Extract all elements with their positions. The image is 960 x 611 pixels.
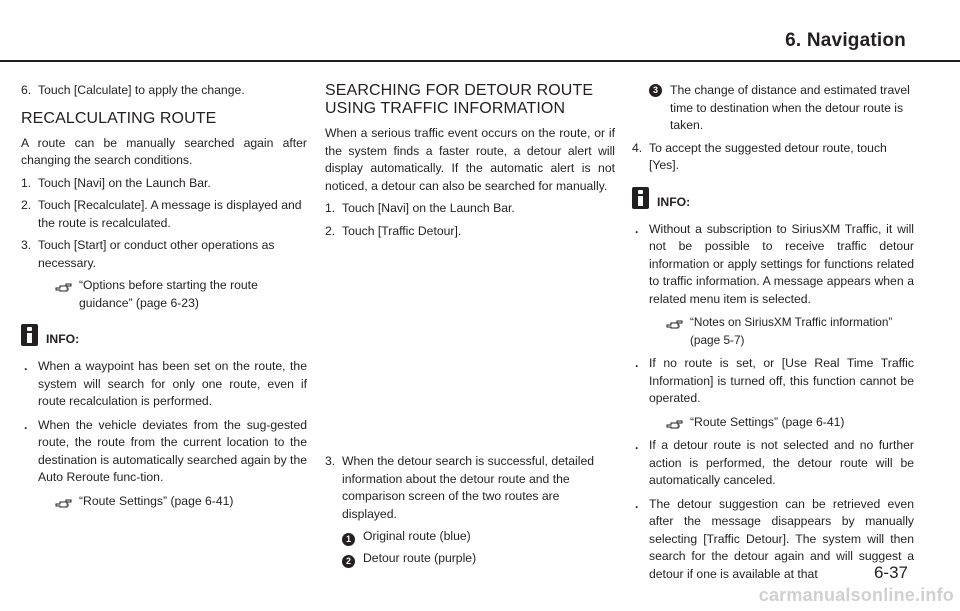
section-heading-recalculating: RECALCULATING ROUTE — [21, 109, 217, 127]
bullet-item: . If no route is set, or [Use Real Time Traffic Information] is turned off, this function cannot be operated. — [635, 356, 914, 405]
bullet-item: . If a detour route is not selected and no further action is performed, the detour route will be automatically canceled. — [635, 438, 914, 487]
bullet-item: . When a waypoint has been set on the route, the system will search for only one route, even if route recalculation is performed. — [24, 359, 307, 408]
page-reference: “Options before starting the route guidance” (page 6-23) — [55, 277, 307, 312]
page-reference: “Route Settings” (page 6-41) — [55, 493, 307, 511]
legend-item-3: 3 The change of distance and estimated travel time to destination when the detour route is taken. — [649, 82, 914, 135]
page-reference: “Notes on SiriusXM Traffic information” (page 5-7) — [666, 314, 914, 349]
screen-image-area — [325, 245, 615, 453]
paragraph-intro: A route can be manually searched again after changing the search conditions. — [21, 135, 307, 167]
header-rule — [0, 60, 960, 62]
pointing-hand-icon — [666, 416, 684, 430]
step-4: 4. To accept the suggested detour route, touch [Yes]. — [632, 140, 887, 172]
page-number: 6-37 — [873, 563, 908, 582]
legend-item: 2 Detour route (purple) — [342, 550, 615, 568]
bullet-item: . When the vehicle deviates from the sug-gested route, the route from the current location to the destination is automatically searched again by the Auto Reroute func-tion. — [24, 417, 307, 484]
pointing-hand-icon — [55, 279, 73, 293]
info-icon — [21, 324, 38, 346]
watermark: carmanualsonline.info — [758, 585, 954, 605]
chapter-title: 6. Navigation — [785, 30, 906, 51]
info-label: INFO: — [46, 332, 80, 346]
right-column — [632, 82, 914, 589]
circled-number-2: 2 — [342, 555, 355, 568]
pointing-hand-icon — [666, 316, 684, 330]
step-3: 3. When the detour search is successful, detailed information about the detour route and the comparison screen of the two routes are displayed. — [325, 454, 595, 521]
page-reference: “Route Settings” (page 6-41) — [666, 414, 914, 432]
step-item: 3. Touch [Start] or conduct other operations as necessary. — [21, 238, 275, 270]
section-heading-detour: SEARCHING FOR DETOUR ROUTE USING TRAFFIC INFORMATION — [325, 82, 594, 117]
info-block — [632, 187, 914, 209]
step-6: 6. Touch [Calculate] to apply the change. — [21, 83, 245, 97]
step-item: 1. Touch [Navi] on the Launch Bar. — [21, 175, 211, 190]
step-item: 2. Touch [Recalculate]. A message is displayed and the route is recalculated. — [21, 198, 302, 230]
bullet-item: . The detour suggestion can be retrieved even after the message disappears by manually selecting [Traffic Detour]. The system will then search for the detour again and will suggest a detour if one is available at that — [635, 496, 914, 581]
middle-column — [325, 82, 615, 572]
step-item: 1. Touch [Navi] on the Launch Bar. — [325, 201, 515, 215]
circled-number-1: 1 — [342, 533, 355, 546]
info-icon — [632, 187, 649, 209]
legend-item: 1 Original route (blue) — [342, 528, 615, 546]
bullet-item: . Without a subscription to SiriusXM Traffic, it will not be possible to receive traffic detour information or apply settings for functions related to traffic information. A message appears when a related menu item is selected. — [635, 221, 914, 306]
pointing-hand-icon — [55, 495, 73, 509]
info-block — [21, 324, 307, 346]
paragraph-intro: When a serious traffic event occurs on the route, or if the system finds a faster route, a detour alert will display automatically. If the automatic alert is not noticed, a detour can also be searched for manually. — [325, 126, 615, 193]
info-label: INFO: — [657, 194, 691, 209]
circled-number-3: 3 — [649, 84, 662, 97]
step-item: 2. Touch [Traffic Detour]. — [325, 223, 462, 238]
left-column — [21, 82, 307, 516]
